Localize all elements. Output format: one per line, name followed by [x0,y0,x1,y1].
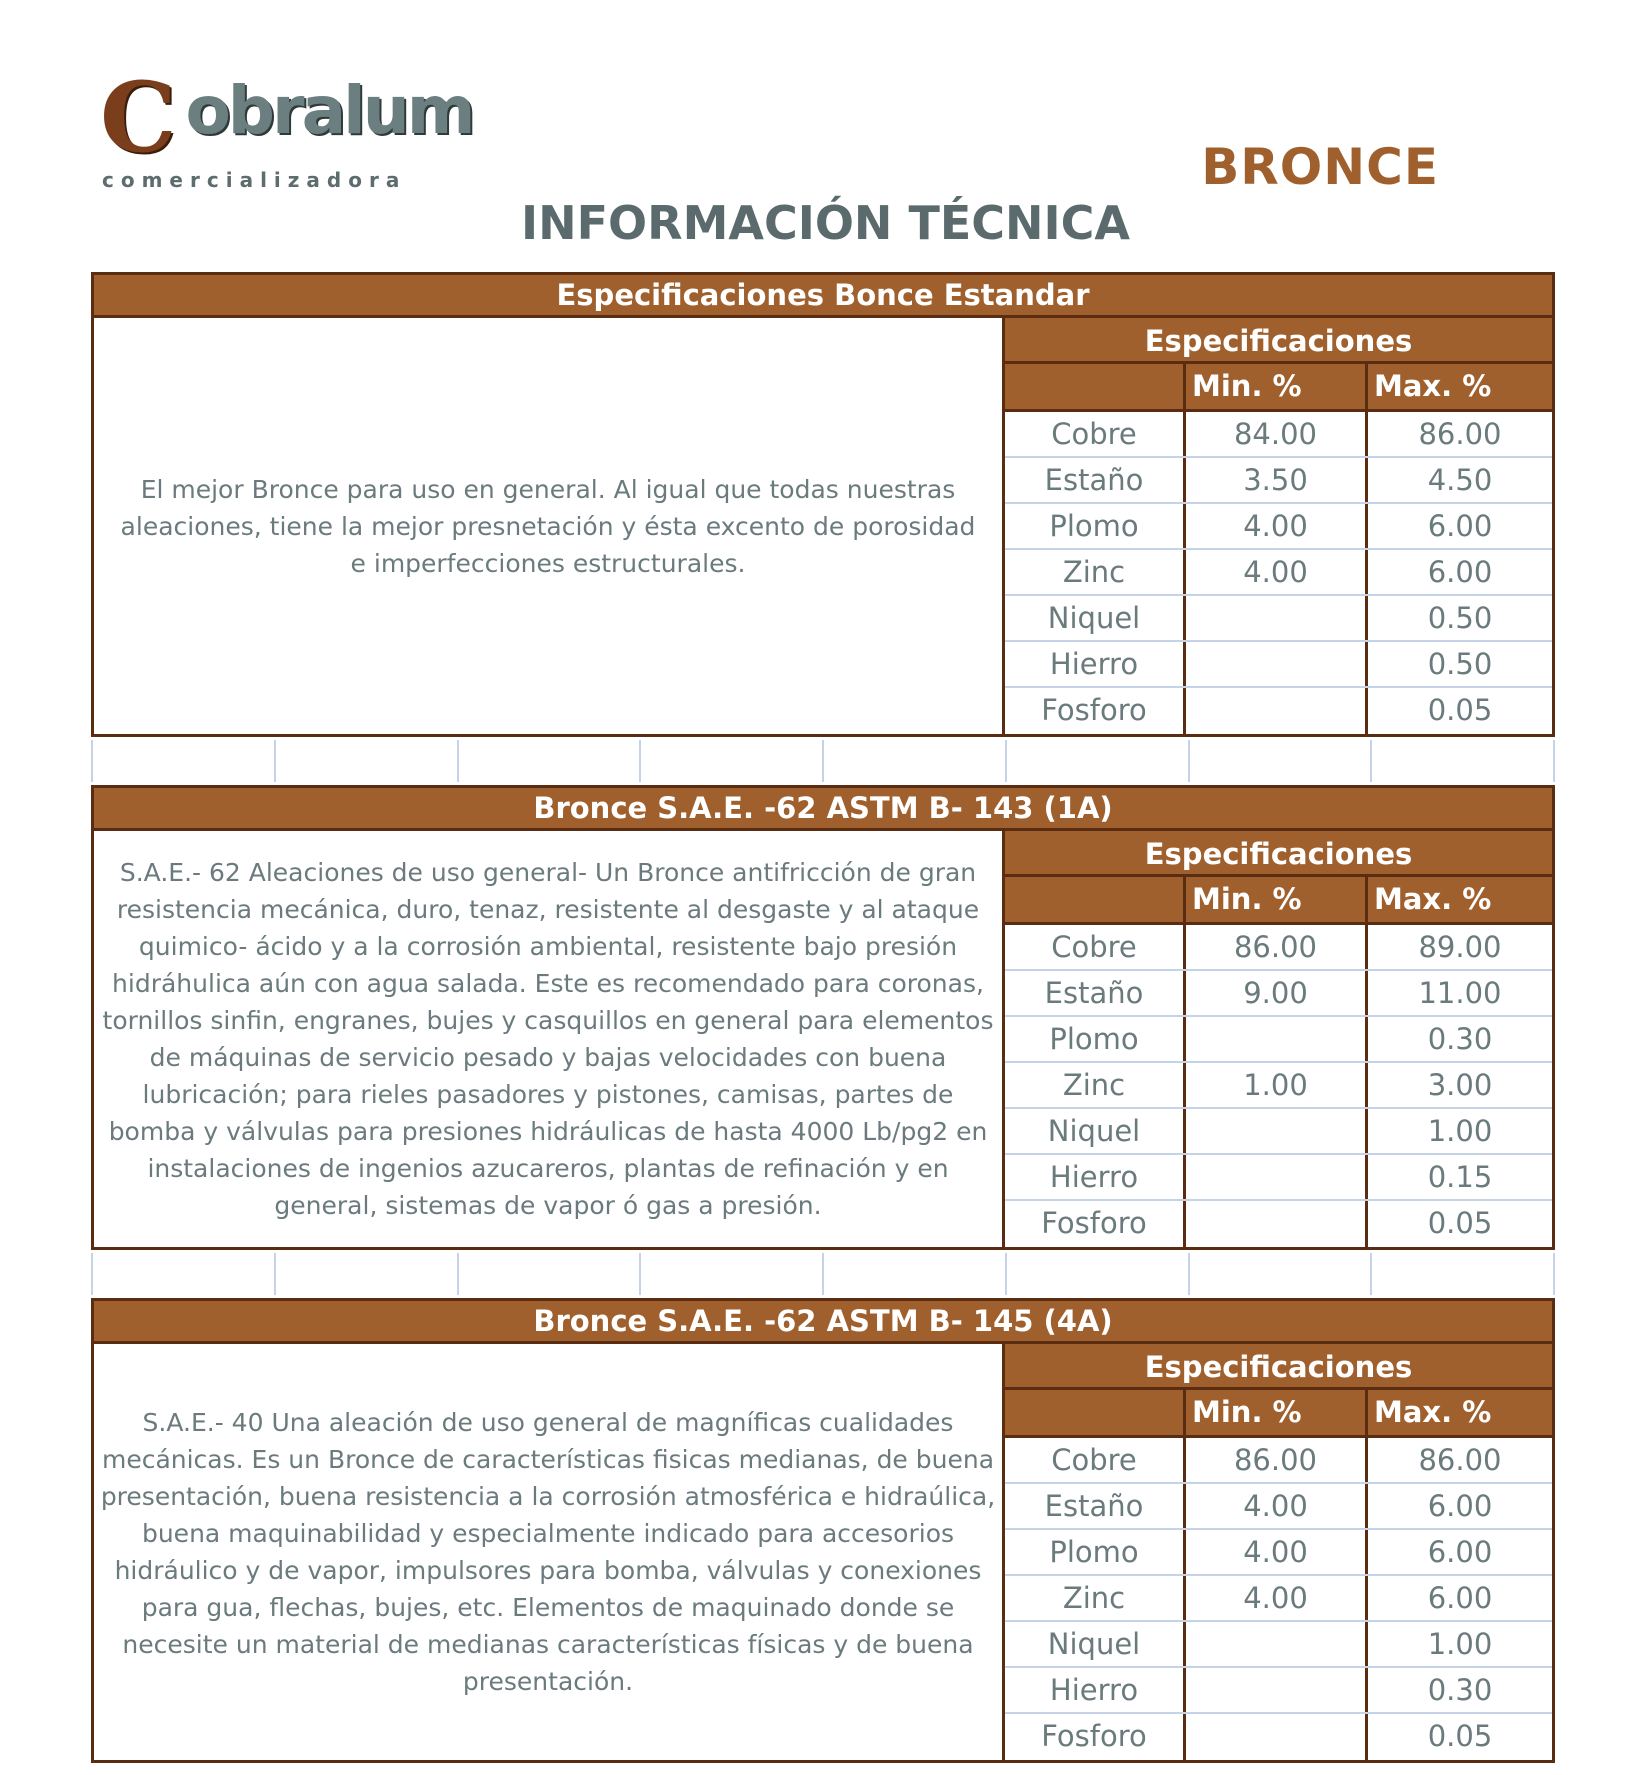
spec-row [1005,550,1552,596]
max-value: 0.50 [1427,601,1493,635]
min-value: 3.50 [1186,458,1368,502]
min-value [1186,1201,1368,1247]
col-min: Min. % [1186,364,1368,409]
section-body [91,831,1555,1250]
spec-table-header: Especificaciones [1005,1344,1552,1390]
element-name: Cobre [1005,412,1186,456]
spec-column-headers [1005,1390,1552,1438]
col-element [1005,1390,1186,1435]
product-name: BRONCE [1201,138,1439,196]
element-name: Hierro [1005,642,1186,686]
spec-section-1 [91,272,1555,737]
max-value: 0.30 [1427,1673,1493,1707]
spec-row [1005,1155,1552,1201]
description-text: El mejor Bronce para uso en general. Al igual que todas nuestras aleaciones, tiene la mejor presnetación y ésta excento de porosidad e imperfecciones estructurales. [120,474,976,578]
min-value: 4.00 [1186,1530,1368,1574]
max-value: 0.15 [1427,1160,1493,1194]
section-description [94,318,1005,734]
col-max: Max. % [1374,882,1492,916]
page-title: INFORMACIÓN TÉCNICA [521,196,1130,250]
min-value: 4.00 [1186,1576,1368,1620]
min-value [1186,688,1368,734]
logo-wordmark [140,72,473,149]
section-description [94,1344,1005,1760]
element-name: Plomo [1005,1017,1186,1061]
logo-c-letter: C [100,61,177,174]
element-name: Estaño [1005,971,1186,1015]
max-value: 86.00 [1418,1443,1502,1477]
spec-row [1005,1668,1552,1714]
max-value: 3.00 [1427,1068,1493,1102]
spec-row [1005,1622,1552,1668]
logo-wordmark-rest: obralum [185,72,473,149]
spec-row [1005,596,1552,642]
spec-row [1005,1530,1552,1576]
section-body [91,318,1555,737]
element-name: Zinc [1005,1063,1186,1107]
min-value [1186,596,1368,640]
spec-row [1005,504,1552,550]
element-name: Fosforo [1005,1201,1186,1247]
element-name: Hierro [1005,1668,1186,1712]
max-value: 0.05 [1427,1719,1493,1753]
element-name: Hierro [1005,1155,1186,1199]
min-value: 4.00 [1186,550,1368,594]
element-name: Fosforo [1005,688,1186,734]
min-value [1186,1109,1368,1153]
spec-section-2 [91,785,1555,1250]
max-value: 0.05 [1427,1206,1493,1240]
min-value: 4.00 [1186,1484,1368,1528]
min-value: 9.00 [1186,971,1368,1015]
spec-table [1005,831,1552,1247]
min-value [1186,642,1368,686]
min-value [1186,1017,1368,1061]
section-title: Bronce S.A.E. -62 ASTM B- 143 (1A) [91,785,1555,831]
element-name: Plomo [1005,1530,1186,1574]
max-value: 1.00 [1427,1114,1493,1148]
element-name: Cobre [1005,925,1186,969]
element-name: Zinc [1005,550,1186,594]
max-value: 6.00 [1427,1581,1493,1615]
max-value: 6.00 [1427,1489,1493,1523]
spec-row [1005,412,1552,458]
max-value: 4.50 [1427,463,1493,497]
max-value: 6.00 [1427,509,1493,543]
spec-column-headers [1005,877,1552,925]
col-min: Min. % [1186,1390,1368,1435]
col-element [1005,364,1186,409]
element-name: Fosforo [1005,1714,1186,1760]
element-name: Cobre [1005,1438,1186,1482]
element-name: Estaño [1005,1484,1186,1528]
min-value [1186,1714,1368,1760]
max-value: 6.00 [1427,555,1493,589]
spec-section-3 [91,1298,1555,1763]
element-name: Niquel [1005,1622,1186,1666]
spacer-row [91,740,1555,782]
spec-row [1005,1063,1552,1109]
max-value: 11.00 [1418,976,1502,1010]
element-name: Plomo [1005,504,1186,548]
min-value [1186,1622,1368,1666]
spec-row [1005,1201,1552,1247]
company-logo [100,61,473,195]
min-value: 86.00 [1186,1438,1368,1482]
max-value: 0.50 [1427,647,1493,681]
min-value: 86.00 [1186,925,1368,969]
section-title: Especificaciones Bonce Estandar [91,272,1555,318]
col-max: Max. % [1374,369,1492,403]
spacer-row [91,1253,1555,1295]
max-value: 86.00 [1418,417,1502,451]
min-value [1186,1668,1368,1712]
description-text: S.A.E.- 62 Aleaciones de uso general- Un Bronce antifricción de gran resistencia mecánica, duro, tenaz, resistente al desgaste y al ataque quimico- ácido y a la corrosión ambiental, resistente bajo presión hidráhulica aún con agua salada. Este es recomendado para coronas, tornillos sinfin, engranes, bujes y casquillos en general para elementos de máquinas de servicio pesado y bajas velocidades con buena lubricación; para rieles pasadores y pistones, camisas, partes de bomba y válvulas para presiones hidráulicas de hasta 4000 Lb/pg2 en instalaciones de ingenios azucareros, plantas de refinación y en general, sistemas de vapor ó gas a presión. [102,858,994,1220]
spec-row [1005,925,1552,971]
min-value: 84.00 [1186,412,1368,456]
max-value: 1.00 [1427,1627,1493,1661]
spec-row [1005,971,1552,1017]
spec-row [1005,1438,1552,1484]
section-title: Bronce S.A.E. -62 ASTM B- 145 (4A) [91,1298,1555,1344]
min-value: 4.00 [1186,504,1368,548]
col-min: Min. % [1186,877,1368,922]
section-body [91,1344,1555,1763]
section-description [94,831,1005,1247]
element-name: Estaño [1005,458,1186,502]
spec-row [1005,688,1552,734]
spec-row [1005,1714,1552,1760]
max-value: 0.30 [1427,1022,1493,1056]
col-element [1005,877,1186,922]
element-name: Niquel [1005,596,1186,640]
spec-table-header: Especificaciones [1005,318,1552,364]
description-text: S.A.E.- 40 Una aleación de uso general de magníficas cualidades mecánicas. Es un Bronce de características fisicas medianas, de buena presentación, buena resistencia a la corrosión atmosférica e hidraúlica, buena maquinabilidad y especialmente indicado para accesorios hidráulico y de vapor, impulsores para bomba, válvulas y conexiones para gua, flechas, bujes, etc. Elementos de maquinado donde se necesite un material de medianas características físicas y de buena presentación. [100,1408,996,1696]
spec-row [1005,458,1552,504]
spec-table-header: Especificaciones [1005,831,1552,877]
col-max: Max. % [1374,1395,1492,1429]
min-value: 1.00 [1186,1063,1368,1107]
spec-row [1005,1109,1552,1155]
max-value: 89.00 [1418,930,1502,964]
element-name: Zinc [1005,1576,1186,1620]
spec-row [1005,1576,1552,1622]
max-value: 6.00 [1427,1535,1493,1569]
spec-table [1005,318,1552,734]
spec-table [1005,1344,1552,1760]
spec-row [1005,1484,1552,1530]
spec-column-headers [1005,364,1552,412]
element-name: Niquel [1005,1109,1186,1153]
spec-row [1005,1017,1552,1063]
min-value [1186,1155,1368,1199]
spec-row [1005,642,1552,688]
max-value: 0.05 [1427,693,1493,727]
logo-subtitle: comercializadora [102,168,407,192]
